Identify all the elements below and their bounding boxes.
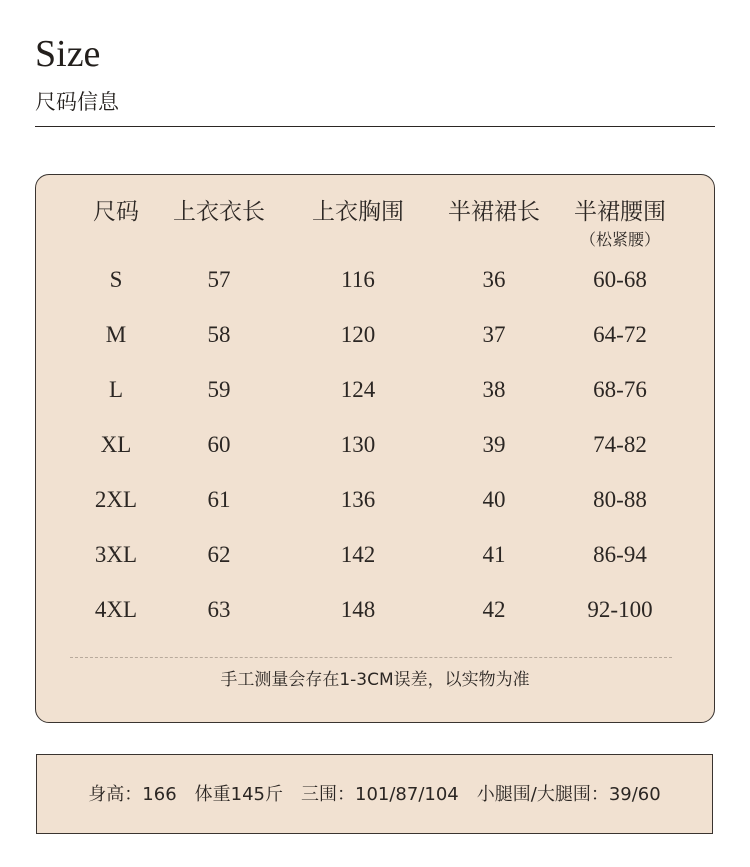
table-cell-skirt-length: 40 [482,487,506,512]
table-cell-skirt-length: 41 [482,542,506,567]
column-header-top-bust: 上衣胸围 [312,199,404,225]
table-cell-size: 2XL [94,487,138,512]
table-cell-size: 3XL [94,542,138,567]
table-cell-top-length: 59 [207,377,231,402]
column-header-size: 尺码 [93,199,139,225]
table-cell-size: L [108,377,124,402]
table-cell-top-bust: 130 [340,432,376,457]
table-cell-top-length: 63 [207,597,231,622]
model-info-text: 身高：166 体重145斤 三围：101/87/104 小腿围/大腿围：39/60 [88,784,661,805]
table-cell-size: XL [100,432,132,457]
table-cell-top-length: 61 [207,487,231,512]
column-subheader-skirt-waist: （松紧腰） [579,230,661,249]
table-cell-size: S [109,267,123,292]
table-cell-top-bust: 124 [340,377,376,402]
table-cell-skirt-length: 38 [482,377,506,402]
page-subtitle: 尺码信息 [35,90,119,114]
table-cell-skirt-waist: 60-68 [593,267,647,292]
table-cell-skirt-waist: 64-72 [593,322,647,347]
table-cell-top-bust: 136 [340,487,376,512]
table-cell-top-bust: 120 [340,322,376,347]
table-cell-skirt-length: 37 [482,322,506,347]
table-cell-top-bust: 148 [340,597,376,622]
table-cell-skirt-waist: 80-88 [593,487,647,512]
model-info-box [36,754,713,834]
table-cell-top-length: 62 [207,542,231,567]
page-title: Size [35,33,101,75]
table-cell-top-bust: 142 [340,542,376,567]
table-cell-skirt-waist: 92-100 [587,597,653,622]
measurement-note: 手工测量会存在1-3CM误差，以实物为准 [220,670,530,690]
table-cell-size: 4XL [94,597,138,622]
table-cell-skirt-waist: 68-76 [593,377,647,402]
table-cell-skirt-length: 39 [482,432,506,457]
column-header-skirt-length: 半裙裙长 [448,199,540,225]
size-table-card [35,174,715,723]
table-cell-top-length: 58 [207,322,231,347]
table-cell-size: M [105,322,127,347]
column-header-top-length: 上衣衣长 [173,199,265,225]
table-cell-top-length: 57 [207,267,231,292]
column-header-skirt-waist: 半裙腰围 [574,199,666,225]
table-cell-skirt-waist: 86-94 [593,542,647,567]
table-cell-top-length: 60 [207,432,231,457]
header-divider [35,126,715,127]
table-cell-skirt-waist: 74-82 [593,432,647,457]
table-cell-skirt-length: 42 [482,597,506,622]
table-cell-skirt-length: 36 [482,267,506,292]
table-note-divider [70,657,672,658]
table-cell-top-bust: 116 [341,267,375,292]
